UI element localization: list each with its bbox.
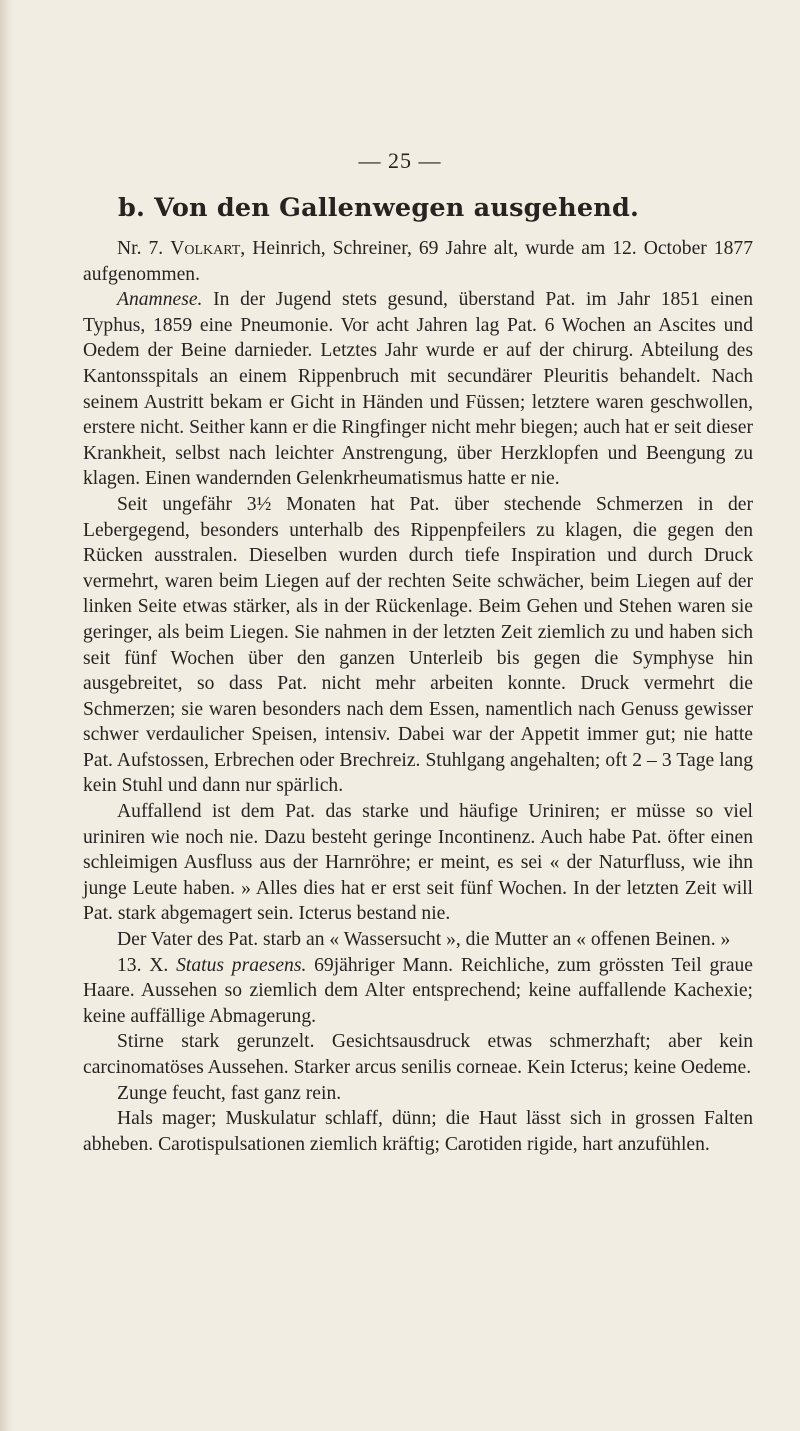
- case-number: Nr. 7.: [117, 238, 171, 259]
- paragraph-symptoms: Seit ungefähr 3½ Monaten hat Pat. über stechende Schmerzen in der Lebergegend, besonders unterhalb des Rippenpfeilers zu klagen, die gegen den Rücken ausstralen. Dieselben wurden durch tiefe Inspiration und durch Druck vermehrt, waren beim Liegen auf der rechten Seite schwächer, beim Liegen auf der linken Seite etwas stärker, als in der Rückenlage. Beim Gehen und Stehen waren sie geringer, als beim Liegen. Sie nahmen in der letzten Zeit ziemlich zu und haben sich seit fünf Wochen über den ganzen Unterleib bis gegen die Symphyse hin ausgebreitet, so dass Pat. nicht mehr arbeiten konnte. Druck vermehrt die Schmerzen; sie waren besonders nach dem Essen, namentlich nach Genuss gewisser schwer verdaulicher Speisen, intensiv. Dabei war der Appetit immer gut; nie hatte Pat. Aufstossen, Erbrechen oder Brechreiz. Stuhlgang angehalten; oft 2 – 3 Tage lang kein Stuhl und dann nur spärlich.: [83, 493, 753, 797]
- page-edge-shadow: [0, 0, 14, 1431]
- paragraph-face: Stirne stark gerunzelt. Gesichtsausdruck etwas schmerzhaft; aber kein carcinomatöses Aussehen. Starker arcus senilis corneae. Kein Icterus; keine Oedeme.: [83, 1031, 753, 1078]
- patient-name: Volkart: [170, 238, 241, 259]
- paragraph-neck: Hals mager; Muskulatur schlaff, dünn; die Haut lässt sich in grossen Falten abheben. Carotispulsationen ziemlich kräftig; Carotiden rigide, hart anzufühlen.: [83, 1108, 753, 1155]
- date-marker: 13. X.: [117, 954, 177, 976]
- paragraph-anamnese: [83, 287, 753, 492]
- section-label: Anamnese.: [117, 289, 203, 311]
- body-text: [83, 236, 753, 1157]
- paragraph-text: 69jähriger Mann. Reichliche, zum grössten Teil graue Haare. Aussehen so ziemlich dem Alter entsprechend; keine auffallende Kachexie; keine auffällige Abmagerung.: [83, 954, 754, 1027]
- paragraph-tongue: Zunge feucht, fast ganz rein.: [117, 1082, 342, 1104]
- section-label: Status praesens.: [176, 954, 307, 976]
- paragraph-family-history: Der Vater des Pat. starb an « Wassersucht », die Mutter an « offenen Beinen. »: [117, 929, 731, 951]
- paragraph-urination: Auffallend ist dem Pat. das starke und häufige Uriniren; er müsse so viel uriniren wie noch nie. Dazu besteht geringe Incontinenz. Auch habe Pat. öfter einen schleimigen Ausfluss aus der Harnröhre; er meint, es sei « der Naturfluss, wie ihn junge Leute haben. » Alles dies hat er erst seit fünf Wochen. In der letzten Zeit will Pat. stark abgemagert sein. Icterus bestand nie.: [83, 801, 753, 925]
- paragraph-case-intro: [83, 236, 753, 287]
- paragraph-status-praesens: [83, 953, 753, 1030]
- paragraph-text: , Heinrich, Schreiner, 69 Jahre alt, wurde am 12. October 1877 aufgenommen.: [83, 238, 754, 285]
- paragraph-text: In der Jugend stets gesund, überstand Pat. im Jahr 1851 einen Typhus, 1859 eine Pneumonie. Vor acht Jahren lag Pat. 6 Wochen an Ascites und Oedem der Beine darnieder. Letztes Jahr wurde er auf der chirurg. Abteilung des Kantonsspitals an einem Rippenbruch mit secundärer Pleuritis behandelt. Nach seinem Austritt bekam er Gicht in Händen und Füssen; letztere waren geschwollen, erstere nicht. Seither kann er die Ringfinger nicht mehr biegen; auch hat er seit dieser Krankheit, selbst nach leichter Anstrengung, über Herzklopfen und Beengung zu klagen. Einen wandernden Gelenkrheumatismus hatte er nie.: [83, 289, 753, 490]
- page-number: — 25 —: [358, 148, 442, 173]
- section-heading: b. Von den Gallenwegen ausgehend.: [118, 193, 640, 223]
